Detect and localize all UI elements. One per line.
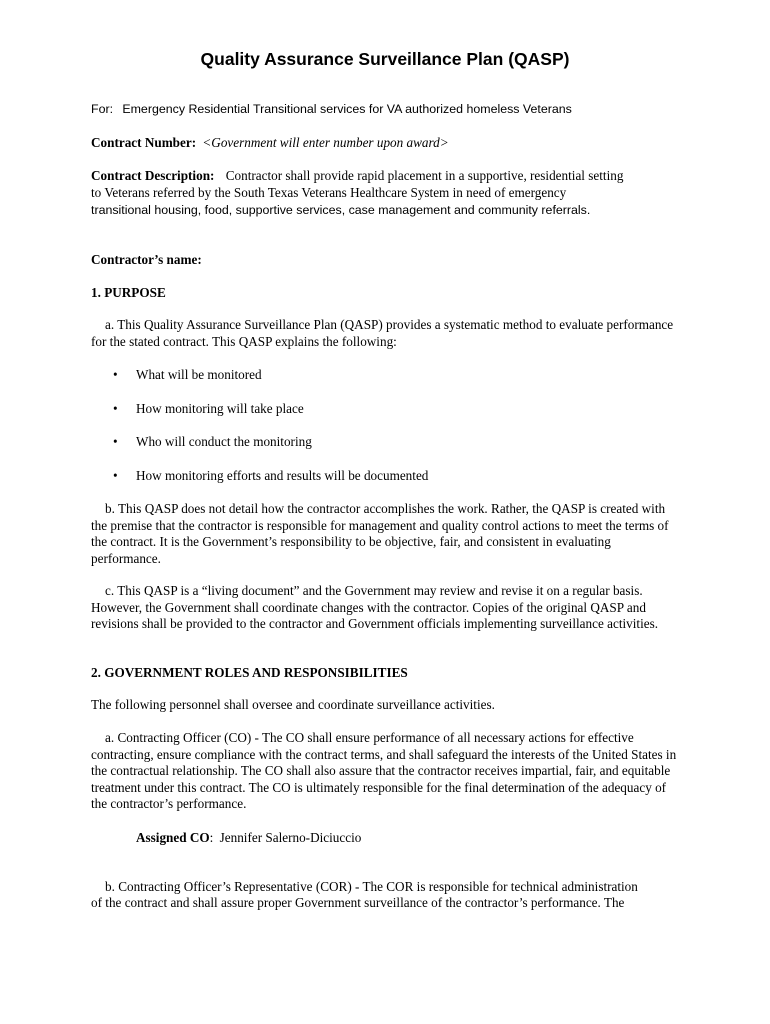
- bullet-text: Who will conduct the monitoring: [136, 434, 312, 449]
- roles-paragraph-b-line-1: b. Contracting Officer’s Representative (COR) - The COR is responsible for technical administration: [105, 879, 638, 894]
- assigned-co-line: [136, 830, 361, 847]
- bullet-text: How monitoring will take place: [136, 401, 304, 416]
- bullet-icon: •: [113, 367, 118, 382]
- bullet-icon: •: [113, 434, 118, 449]
- bullet-text: What will be monitored: [136, 367, 262, 382]
- section-roles-heading: 2. GOVERNMENT ROLES AND RESPONSIBILITIES: [91, 665, 408, 680]
- purpose-paragraph-a: a. This Quality Assurance Surveillance Plan (QASP) provides a systematic method to evaluate performance for the stated contract. This QASP explains the following:: [91, 317, 674, 349]
- purpose-paragraph-b: b. This QASP does not detail how the contractor accomplishes the work. Rather, the QASP is created with the premise that the contractor is responsible for management and quality control actions to meet the terms of the contract. It is the Government’s responsibility to be objective, fair, and consistent in evaluating performance.: [91, 501, 669, 566]
- assigned-co-label: Assigned CO: [136, 830, 210, 845]
- assigned-co-name: Jennifer Salerno-Diciuccio: [219, 830, 362, 845]
- bullet-icon: •: [113, 468, 118, 483]
- contract-description-label: Contract Description:: [91, 168, 215, 183]
- bullet-text: How monitoring efforts and results will be documented: [136, 468, 429, 483]
- for-text: Emergency Residential Transitional services for VA authorized homeless Veterans: [122, 102, 572, 116]
- bullet-icon: •: [113, 401, 118, 416]
- roles-intro: The following personnel shall oversee and coordinate surveillance activities.: [91, 697, 495, 712]
- for-label: For: [91, 102, 110, 116]
- contract-description-line-3: transitional housing, food, supportive services, case management and community referrals.: [91, 203, 591, 217]
- contractor-name-label: Contractor’s name:: [91, 252, 202, 267]
- contract-number-value: <Government will enter number upon award>: [202, 135, 449, 150]
- purpose-paragraph-c: c. This QASP is a “living document” and the Government may review and revise it on a regular basis. However, the Government shall coordinate changes with the contractor. Copies of the original QASP and revisions shall be provided to the contractor and Government officials implementing surveillance activities.: [91, 583, 659, 632]
- for-line: [91, 101, 572, 118]
- roles-paragraph-a: a. Contracting Officer (CO) - The CO shall ensure performance of all necessary actions for effective contracting, ensure compliance with the contract terms, and shall safeguard the interests of the United States in the contractual relationship. The CO shall also assure that the contractor receives impartial, fair, and equitable treatment under this contract. The CO is ultimately responsible for the final determination of the adequacy of the contractor’s performance.: [91, 730, 677, 812]
- roles-paragraph-b-line-2: of the contract and shall assure proper Government surveillance of the contractor’s performance. The: [91, 895, 625, 910]
- contract-number-label: Contract Number:: [91, 135, 197, 150]
- contract-description-text-1: Contractor shall provide rapid placement in a supportive, residential setting: [225, 168, 624, 183]
- document-title: Quality Assurance Surveillance Plan (QASP): [200, 49, 570, 69]
- assigned-co-colon: :: [209, 830, 214, 845]
- contract-description-line-1: [91, 168, 623, 185]
- contract-description-line-2: to Veterans referred by the South Texas Veterans Healthcare System in need of emergency: [91, 185, 567, 200]
- for-colon: :: [109, 102, 114, 116]
- section-purpose-heading: 1. PURPOSE: [91, 285, 166, 300]
- contract-number-line: [91, 135, 449, 152]
